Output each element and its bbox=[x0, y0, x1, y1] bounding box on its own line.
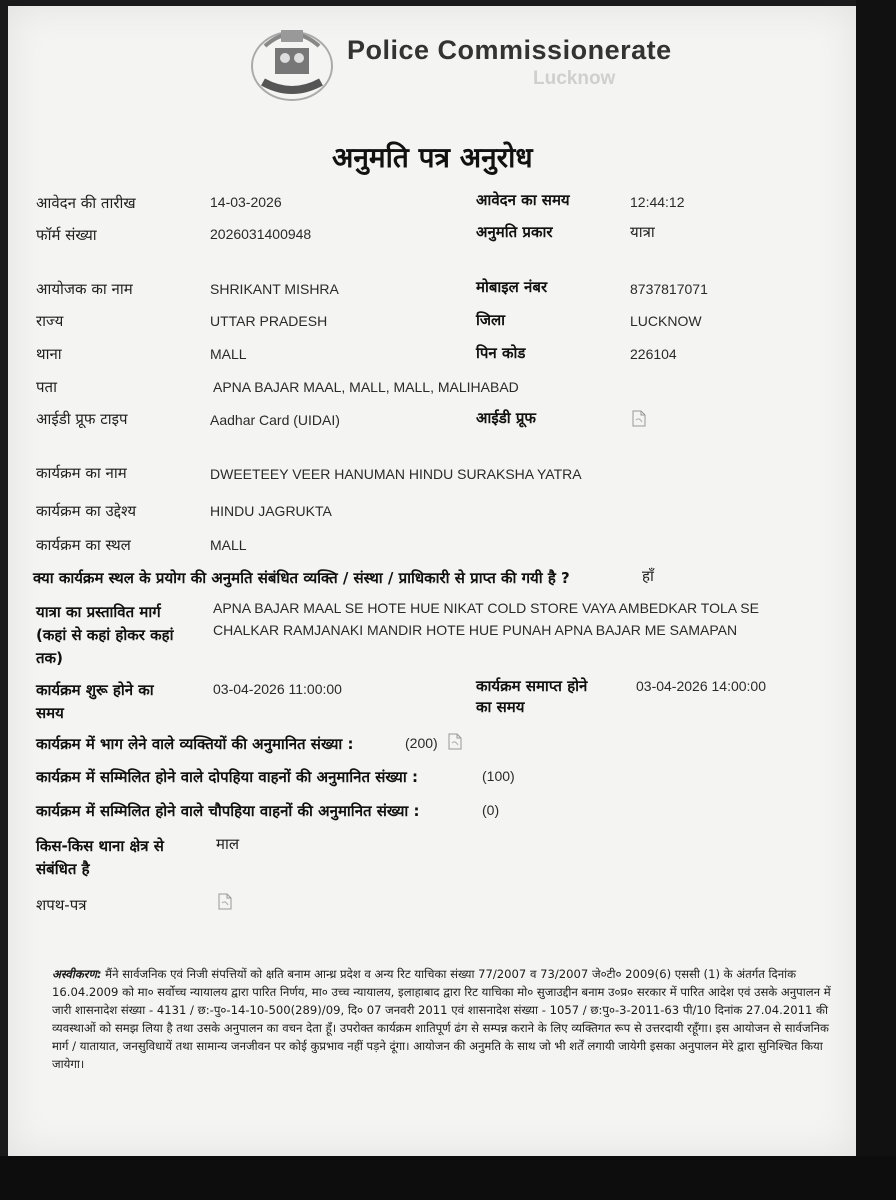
start-time-label-line2: समय bbox=[36, 704, 64, 722]
background-bottom bbox=[0, 1156, 896, 1200]
org-city: Lucknow bbox=[533, 68, 616, 89]
state-value: UTTAR PRADESH bbox=[210, 313, 328, 329]
event-name-value: DWEETEEY VEER HANUMAN HINDU SURAKSHA YATRA bbox=[210, 466, 582, 482]
related-stations-label-line1: किस-किस थाना क्षेत्र से bbox=[36, 837, 164, 855]
background-edge bbox=[856, 0, 896, 1200]
pin-code-label: पिन कोड bbox=[476, 344, 526, 362]
application-time-label: आवेदन का समय bbox=[476, 191, 570, 209]
permit-type-label: अनुमति प्रकार bbox=[476, 223, 553, 241]
pin-code-value: 226104 bbox=[630, 346, 677, 362]
start-time-value: 03-04-2026 11:00:00 bbox=[213, 681, 342, 697]
four-wheelers-value: (0) bbox=[482, 802, 500, 818]
related-stations-label-line2: संबंधित है bbox=[36, 860, 90, 878]
permit-type-value: यात्रा bbox=[630, 223, 655, 241]
route-label-line3: तक) bbox=[36, 649, 63, 667]
start-time-label-line1: कार्यक्रम शुरू होने का bbox=[36, 681, 154, 699]
police-station-label: थाना bbox=[36, 345, 62, 363]
disclaimer-heading: अस्वीकरण: bbox=[52, 967, 102, 981]
police-station-value: MALL bbox=[210, 346, 247, 362]
two-wheelers-value: (100) bbox=[482, 768, 515, 784]
participants-file-icon[interactable] bbox=[448, 733, 462, 750]
affidavit-label: शपथ-पत्र bbox=[36, 896, 87, 914]
form-number-value: 2026031400948 bbox=[210, 226, 312, 242]
route-label-line2: (कहां से कहां होकर कहां bbox=[36, 626, 174, 644]
id-proof-type-value: Aadhar Card (UIDAI) bbox=[210, 412, 340, 428]
address-value: APNA BAJAR MAAL, MALL, MALL, MALIHABAD bbox=[213, 379, 519, 395]
disclaimer-text: मैंने सार्वजनिक एवं निजी संपत्तियों को क्षति बनाम आन्ध्र प्रदेश व अन्य रिट याचिका संख्या 77/2007 व 73/2007 जे०टी० 2009(6) एससी (1) के अंतर्गत दिनांक 16.04.2009 को मा० सर्वोच्च न्यायालय द्वारा पारित निर्णय, मा० उच्च न्यायालय, इलाहाबाद द्वारा रिट याचिका मो० सुजाउद्दीन बनाम उ०प्र० सरकार में पारित आदेश एवं उसके अनुपालन में जारी शासनादेश संख्या - 4131 / छ:-पु०-14-10-500(289)/09, दि० 07 जनवरी 2011 एवं शासनादेश संख्या - 1057 / छ:पु०-3-2011-63 पी/10 दिनांक 27.04.2011 की व्यवस्थाओं को समझ लिया है तथा उसके अनुपालन का वचन देता हूँ। उपरोक्त कार्यक्रम शातिपूर्ण ढंग से सम्पन्न कराने के लिए व्यक्तिगत रूप से उत्तरदायी रहूँगा। इस आयोजन से सार्वजनिक मार्ग / यातायात, जनसुविधायें तथा सामान्य जनजीवन पर कोई कुप्रभाव नहीं पड़ने दूंगा। आयोजन की अनुमति के साथ जो भी शर्तें लगायी जायेगी इसका अनुपालन मेरे द्वारा सुनिश्चित किया जायेगा। bbox=[52, 967, 831, 1071]
participants-value: (200) bbox=[405, 735, 438, 751]
route-value-line2: CHALKAR RAMJANAKI MANDIR HOTE HUE PUNAH APNA BAJAR ME SAMAPAN bbox=[213, 622, 738, 638]
two-wheelers-label: कार्यक्रम में सम्मिलित होने वाले दोपहिया वाहनों की अनुमानित संख्या : bbox=[36, 768, 418, 786]
venue-permission-answer: हाँ bbox=[642, 567, 654, 585]
event-purpose-label: कार्यक्रम का उद्देश्य bbox=[36, 502, 137, 520]
venue-permission-question: क्या कार्यक्रम स्थल के प्रयोग की अनुमति संबंधित व्यक्ति / संस्था / प्राधिकारी से प्राप्त की गयी है ? bbox=[33, 569, 570, 587]
organizer-name-label: आयोजक का नाम bbox=[36, 280, 133, 298]
end-time-label-line2: का समय bbox=[476, 698, 525, 716]
mobile-value: 8737817071 bbox=[630, 281, 708, 297]
id-proof-file-icon[interactable] bbox=[632, 410, 646, 427]
route-value-line1: APNA BAJAR MAAL SE HOTE HUE NIKAT COLD STORE VAYA AMBEDKAR TOLA SE bbox=[213, 600, 759, 616]
participants-label: कार्यक्रम में भाग लेने वाले व्यक्तियों की अनुमानित संख्या : bbox=[36, 735, 354, 753]
application-date-value: 14-03-2026 bbox=[210, 194, 282, 210]
application-time-value: 12:44:12 bbox=[630, 194, 685, 210]
disclaimer-block bbox=[52, 965, 842, 1073]
event-purpose-value: HINDU JAGRUKTA bbox=[210, 503, 332, 519]
police-emblem-logo bbox=[245, 26, 340, 106]
application-date-label: आवेदन की तारीख bbox=[36, 194, 136, 212]
district-label: जिला bbox=[476, 311, 506, 329]
four-wheelers-label: कार्यक्रम में सम्मिलित होने वाले चौपहिया वाहनों की अनुमानित संख्या : bbox=[36, 802, 420, 820]
address-label: पता bbox=[36, 378, 57, 396]
district-value: LUCKNOW bbox=[630, 313, 702, 329]
state-label: राज्य bbox=[36, 312, 64, 330]
event-name-label: कार्यक्रम का नाम bbox=[36, 464, 127, 482]
end-time-label-line1: कार्यक्रम समाप्त होने bbox=[476, 677, 588, 695]
page-title: अनुमति पत्र अनुरोध bbox=[332, 141, 533, 174]
org-name: Police Commissionerate bbox=[347, 35, 672, 65]
mobile-label: मोबाइल नंबर bbox=[476, 278, 548, 296]
route-label-line1: यात्रा का प्रस्तावित मार्ग bbox=[36, 603, 161, 621]
event-venue-label: कार्यक्रम का स्थल bbox=[36, 536, 131, 554]
end-time-value: 03-04-2026 14:00:00 bbox=[636, 678, 766, 694]
event-venue-value: MALL bbox=[210, 537, 247, 553]
form-number-label: फॉर्म संख्या bbox=[36, 226, 97, 244]
id-proof-type-label: आईडी प्रूफ टाइप bbox=[36, 410, 128, 428]
affidavit-file-icon[interactable] bbox=[218, 893, 232, 910]
related-stations-value: माल bbox=[216, 835, 240, 853]
organizer-name-value: SHRIKANT MISHRA bbox=[210, 281, 339, 297]
id-proof-label: आईडी प्रूफ bbox=[476, 409, 536, 427]
